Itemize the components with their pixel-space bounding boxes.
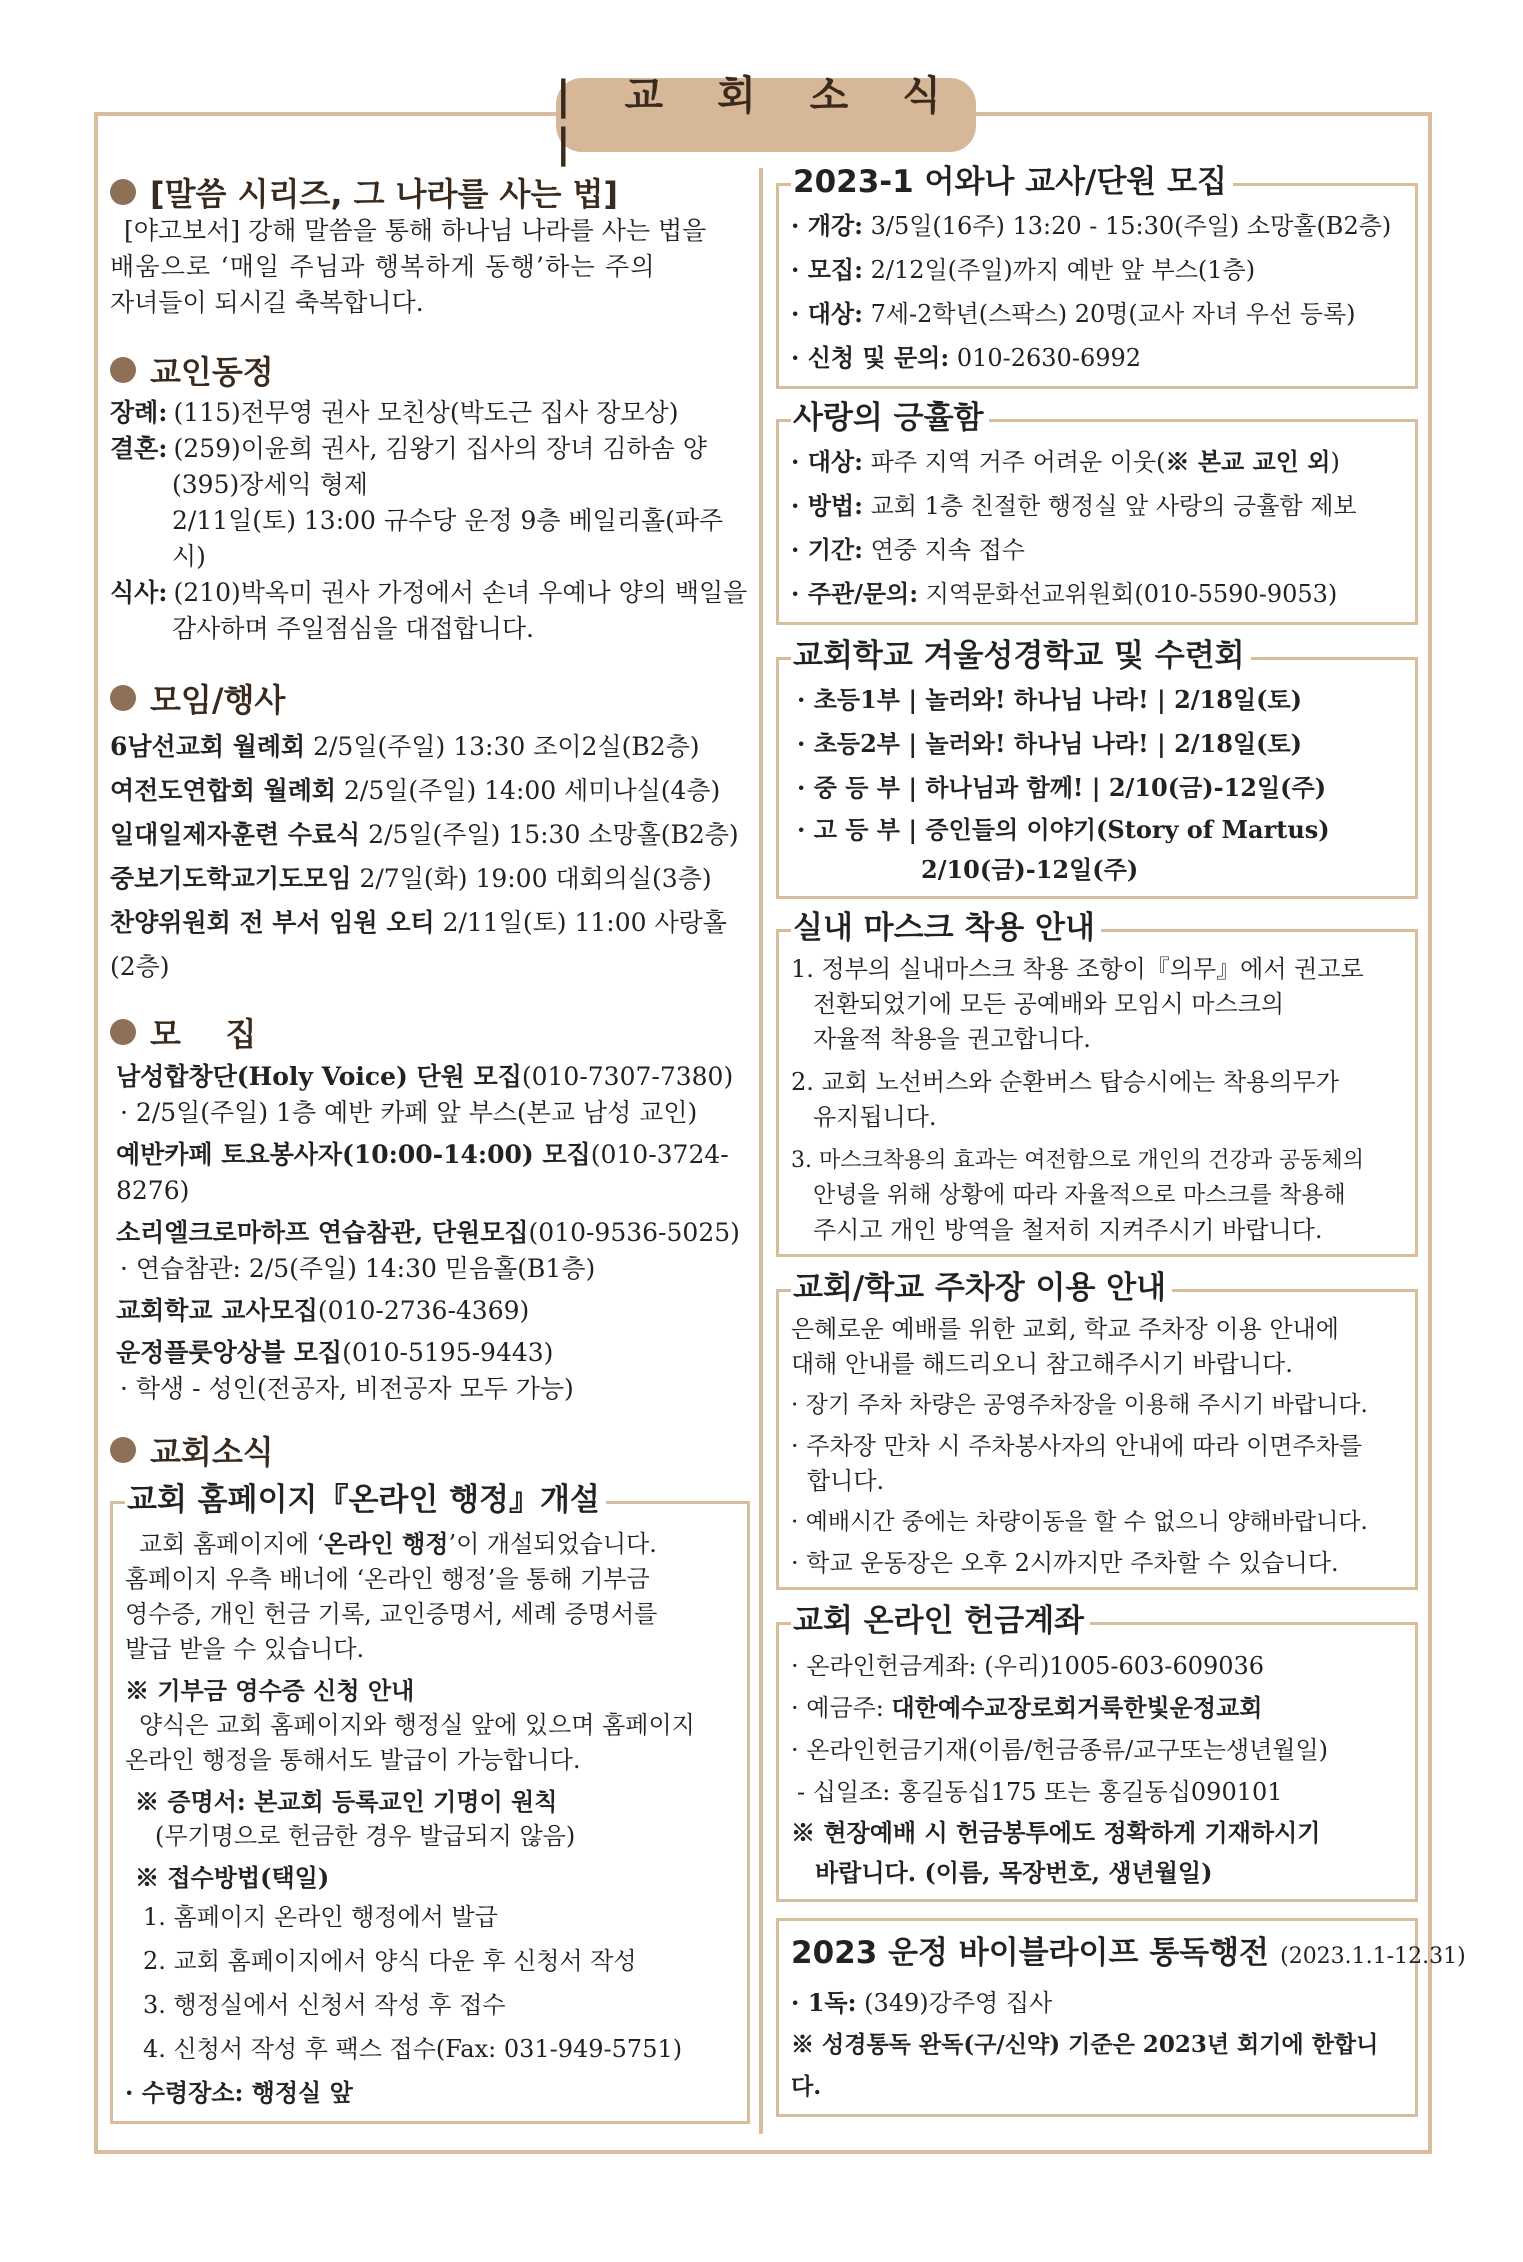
news-heading: 교회소식 [110,1429,750,1471]
offering-line: · 예금주: 대한예수교장로회거룩한빛운정교회 [791,1693,1263,1722]
bible-note: ※ 성경통독 완독(구/신약) 기준은 2023년 회기에 한합니다. [791,2031,1379,2100]
sermon-line: [야고보서] 강해 말씀을 통해 하나님 나라를 사는 법을 [124,216,707,245]
online-admin-title: 교회 홈페이지『온라인 행정』개설 [125,1480,606,1520]
bullet-icon [110,179,136,205]
events-heading: 모임/행사 [110,677,750,719]
love-row: · 방법: 교회 1층 친절한 행정실 앞 사랑의 긍휼함 제보 [791,491,1357,520]
events-section [110,677,750,989]
parking-title: 교회/학교 주차장 이용 안내 [791,1268,1172,1308]
receipt-heading: ※ 기부금 영수증 신청 안내 [125,1676,415,1705]
bullet-icon [110,685,136,711]
awana-row: · 대상: 7세-2학년(스팍스) 20명(교사 자녀 우선 등록) [791,299,1356,328]
event-item: 찬양위원회 전 부서 임원 오티 2/11일(토) 11:00 사랑홀(2층) [110,908,727,981]
mask-item: 2. 교회 노선버스와 순환버스 탑승시에는 착용의무가 [791,1068,1339,1096]
method-item: 2. 교회 홈페이지에서 양식 다운 후 신청서 작성 [143,1947,637,1975]
offering-line: - 십일조: 홍길동십175 또는 홍길동십090101 [797,1778,1283,1806]
mask-title: 실내 마스크 착용 안내 [791,908,1101,948]
offering-note: 바랍니다. (이름, 목장번호, 생년월일) [815,1858,1213,1887]
news-section [110,1429,750,2124]
bible-title: 2023 운정 바이블라이프 통독행전 (2023.1.1-12.31) [791,1935,1466,1971]
awana-row: · 모집: 2/12일(주일)까지 예반 앞 부스(1층) [791,255,1256,284]
recruit-sub: · 2/5일(주일) 1층 예반 카페 앞 부스(본교 남성 교인) [120,1098,698,1127]
parking-item: · 장기 주차 차량은 공영주차장을 이용해 주시기 바랍니다. [791,1392,1368,1418]
offering-note: ※ 현장예배 시 헌금봉투에도 정확하게 기재하시기 [791,1818,1321,1847]
recruit-item: 소리엘크로마하프 연습참관, 단원모집(010-9536-5025) [116,1218,740,1247]
meal-line: 감사하며 주일점심을 대접합니다. [172,614,534,643]
receipt-line: 양식은 교회 홈페이지와 행정실 앞에 있으며 홈페이지 [139,1711,695,1739]
recruit-sub: · 연습참관: 2/5(주일) 14:30 믿음홀(B1층) [120,1254,596,1283]
parking-item: · 예배시간 중에는 차량이동을 할 수 없으니 양해바랍니다. [791,1509,1368,1535]
winter-row: · 중 등 부 | 하나님과 함께! | 2/10(금)-12일(주) [797,773,1327,802]
winter-row: · 고 등 부 | 증인들의 이야기(Story of Martus) [797,815,1330,844]
recruit-section [110,1011,750,1407]
method-item: 3. 행정실에서 신청서 작성 후 접수 [143,1991,506,2019]
winter-row: · 초등2부 | 놀러와! 하나님 나라! | 2/18일(토) [797,729,1303,758]
members-heading: 교인동정 [110,349,750,391]
right-column [776,164,1466,2117]
receipt-line: 온라인 행정을 통해서도 발급이 가능합니다. [125,1746,581,1774]
mask-item: 3. 마스크착용의 효과는 여전함으로 개인의 건강과 공동체의 [791,1148,1364,1173]
bullet-icon [110,1019,136,1045]
recruit-heading: 모 집 [110,1011,750,1053]
sermon-line: 자녀들이 되시길 축복합니다. [110,288,424,317]
awana-row: · 신청 및 문의: 010-2630-6992 [791,343,1142,372]
sermon-section [110,171,750,321]
winter-row: 2/10(금)-12일(주) [921,855,1139,884]
recruit-item: 예반카페 토요봉사자(10:00-14:00) 모집(010-3724-8276) [116,1140,729,1205]
wedding-line: (395)장세익 형제 [172,470,368,499]
recruit-item: 남성합창단(Holy Voice) 단원 모집(010-7307-7380) [116,1062,734,1091]
pickup-place: · 수령장소: 행정실 앞 [125,2078,353,2107]
recruit-item: 교회학교 교사모집(010-2736-4369) [116,1296,530,1325]
love-row: · 대상: 파주 지역 거주 어려운 이웃(※ 본교 교인 외) [791,447,1340,476]
method-item: 4. 신청서 작성 후 팩스 접수(Fax: 031-949-5751) [143,2035,683,2063]
wedding-row: 결혼: (259)이윤희 권사, 김왕기 집사의 장녀 김하솜 양 [110,434,707,463]
mask-item: 안녕을 위해 상황에 따라 자율적으로 마스크를 착용해 [813,1182,1346,1208]
left-column [110,165,750,2124]
love-row: · 주관/문의: 지역문화선교위원회(010-5590-9053) [791,579,1338,608]
mask-box [776,910,1418,1257]
cert-line: (무기명으로 헌금한 경우 발급되지 않음) [155,1822,576,1850]
news-intro: 교회 홈페이지에 ‘온라인 행정’이 개설되었습니다. [139,1529,657,1558]
event-item: 6남선교회 월례회 2/5일(주일) 13:30 조이2실(B2층) [110,732,700,761]
mask-item: 1. 정부의 실내마스크 착용 조항이『의무』에서 권고로 [791,955,1364,983]
offering-title: 교회 온라인 헌금계좌 [791,1601,1090,1641]
parking-intro: 대해 안내를 해드리오니 참고해주시기 바랍니다. [791,1350,1293,1378]
awana-row: · 개강: 3/5일(16주) 13:20 - 15:30(주일) 소망홀(B2층) [791,211,1392,240]
sermon-line: 배움으로 ‘매일 주님과 행복하게 동행’하는 주의 [110,252,656,281]
love-box [776,400,1418,625]
awana-box [776,164,1418,389]
mask-item: 자율적 착용을 권고합니다. [813,1025,1091,1053]
event-item: 중보기도학교기도모임 2/7일(화) 19:00 대회의실(3층) [110,864,712,893]
sermon-heading: [말씀 시리즈, 그 나라를 사는 법] [110,171,750,213]
cert-heading: ※ 증명서: 본교회 등록교인 기명이 원칙 [135,1787,558,1816]
event-item: 여전도연합회 월례회 2/5일(주일) 14:00 세미나실(4층) [110,776,721,805]
mask-item: 주시고 개인 방역을 철저히 지켜주시기 바랍니다. [813,1216,1323,1244]
wedding-line: 2/11일(토) 13:00 규수당 운정 9층 베일리홀(파주시) [172,506,724,571]
recruit-item: 운정플룻앙상블 모집(010-5195-9443) [116,1338,554,1367]
parking-intro: 은혜로운 예배를 위한 교회, 학교 주차장 이용 안내에 [791,1315,1339,1343]
method-heading: ※ 접수방법(택일) [135,1863,330,1892]
bullet-icon [110,357,136,383]
bible-line: · 1독: (349)강주영 집사 [791,1988,1053,2017]
page-title: | 교 회 소 식 | [556,78,976,152]
offering-box [776,1603,1418,1902]
column-divider [759,168,763,2134]
members-section [110,349,750,647]
winter-row: · 초등1부 | 놀러와! 하나님 나라! | 2/18일(토) [797,685,1303,714]
winter-title: 교회학교 겨울성경학교 및 수련회 [791,636,1251,676]
meal-row: 식사: (210)박옥미 권사 가정에서 손녀 우예나 양의 백일을 [110,578,748,607]
parking-item: · 주차장 만차 시 주차봉사자의 안내에 따라 이면주차를 [791,1432,1363,1460]
love-row: · 기간: 연중 지속 접수 [791,535,1025,564]
mask-item: 전환되었기에 모든 공예배와 모임시 마스크의 [813,990,1285,1018]
online-admin-box [110,1482,750,2124]
event-item: 일대일제자훈련 수료식 2/5일(주일) 15:30 소망홀(B2층) [110,820,739,849]
awana-title: 2023-1 어와나 교사/단원 모집 [791,162,1233,202]
mask-item: 유지됩니다. [813,1103,937,1131]
recruit-sub: · 학생 - 성인(전공자, 비전공자 모두 가능) [120,1374,574,1403]
news-intro: 영수증, 개인 헌금 기록, 교인증명서, 세례 증명서를 [125,1600,658,1628]
parking-box [776,1270,1418,1590]
love-title: 사랑의 긍휼함 [791,398,989,438]
parking-item: · 학교 운동장은 오후 2시까지만 주차할 수 있습니다. [791,1549,1339,1577]
funeral-row: 장례: (115)전무영 권사 모친상(박도근 집사 장모상) [110,398,679,427]
offering-line: · 온라인헌금기재(이름/헌금종류/교구또는생년월일) [791,1736,1329,1764]
offering-line: · 온라인헌금계좌: (우리)1005-603-609036 [791,1652,1265,1680]
parking-item: 합니다. [807,1467,885,1495]
bullet-icon [110,1437,136,1463]
winter-box [776,638,1418,899]
method-item: 1. 홈페이지 온라인 행정에서 발급 [143,1903,498,1931]
news-intro: 발급 받을 수 있습니다. [125,1635,365,1663]
bible-box [776,1918,1466,2117]
news-intro: 홈페이지 우측 배너에 ‘온라인 행정’을 통해 기부금 [125,1565,650,1593]
